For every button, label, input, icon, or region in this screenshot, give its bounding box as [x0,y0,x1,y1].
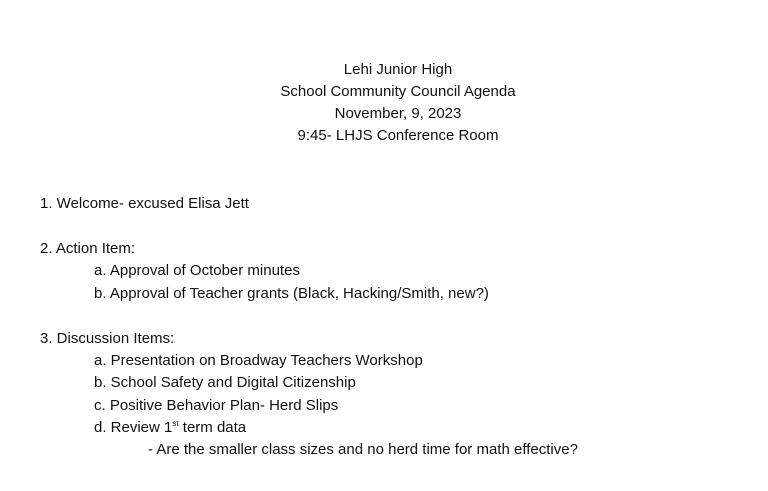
document-title: School Community Council Agenda [280,83,516,100]
discussion-subitem-d [94,417,246,439]
subitem-d-prefix: d. Review 1 [94,419,173,436]
meeting-date: November, 9, 2023 [334,105,462,122]
discussion-subitem-a: a. Presentation on Broadway Teachers Workshop [94,352,423,369]
agenda-item-discussion: 3. Discussion Items: [40,330,175,347]
discussion-subitem-c: c. Positive Behavior Plan- Herd Slips [94,397,339,414]
document-header [0,59,768,147]
discussion-subitem-b: b. School Safety and Digital Citizenship [94,374,356,391]
discussion-subitem-d-question: - Are the smaller class sizes and no herd time for math effective? [148,441,578,458]
agenda-item-action: 2. Action Item: [40,240,136,257]
agenda-item-welcome: 1. Welcome- excused Elisa Jett [40,195,249,212]
subitem-d-suffix: term data [178,419,247,436]
school-name: Lehi Junior High [343,61,453,78]
action-subitem-b: b. Approval of Teacher grants (Black, Hacking/Smith, new?) [94,285,489,302]
meeting-time-location: 9:45- LHJS Conference Room [297,127,499,144]
subitem-d-ordinal: st [172,419,179,428]
action-subitem-a: a. Approval of October minutes [94,262,300,279]
